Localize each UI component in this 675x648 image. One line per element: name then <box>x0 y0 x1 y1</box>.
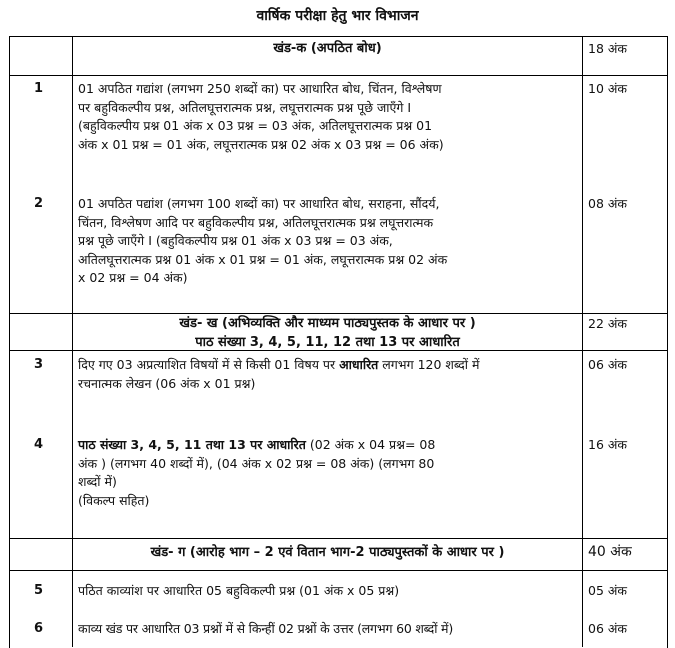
text-segment: दिए गए 03 अप्रत्याशित विषयों में से किसी 01 विषय पर <box>78 357 340 372</box>
text-line: चिंतन, विश्लेषण आदि पर बहुविकल्पीय प्रश्न, अतिलघूत्तरात्मक प्रश्न लघूत्तरात्मक <box>78 214 434 230</box>
row-4-description <box>78 436 580 510</box>
section-c-heading: खंड- ग (आरोह भाग – 2 एवं वितान भाग-2 पाठ्यपुस्तकों के आधार पर ) <box>150 545 505 560</box>
text-line: प्रश्न पूछे जाएँगे I (बहुविकल्पीय प्रश्न 01 अंक x 03 प्रश्न = 03 अंक, <box>78 233 393 248</box>
table-row-border <box>9 75 667 76</box>
text-line <box>78 356 580 375</box>
section-b-marks: 22 अंक <box>588 316 628 331</box>
table-divider <box>582 36 583 647</box>
row-number: 1 <box>34 81 44 96</box>
row-6-description: काव्य खंड पर आधारित 03 प्रश्नों में से किन्हीं 02 प्रश्नों के उत्तर (लगभग 60 शब्दों में) <box>78 621 454 636</box>
section-a-heading: खंड-क (अपठित बोध) <box>273 41 382 56</box>
text-segment: (02 अंक x 04 प्रश्न= 08 <box>305 437 436 452</box>
row-3-marks: 06 अंक <box>588 357 628 372</box>
text-line: पर बहुविकल्पीय प्रश्न, अतिलघूत्तरात्मक प्रश्न, लघूत्तरात्मक प्रश्न पूछे जाएँगे I <box>78 99 412 115</box>
row-number: 4 <box>34 437 44 452</box>
row-1-description <box>78 80 578 154</box>
text-line: 01 अपठित गद्यांश (लगभग 250 शब्दों का) पर आधारित बोध, चिंतन, विश्लेषण <box>78 81 442 96</box>
table-row-border <box>9 570 667 571</box>
row-number: 2 <box>34 196 44 211</box>
text-line: (बहुविकल्पीय प्रश्न 01 अंक x 03 प्रश्न = 03 अंक, अतिलघूत्तरात्मक प्रश्न 01 <box>78 118 433 133</box>
text-bold-segment: आधारित <box>339 357 379 372</box>
text-bold-segment: पाठ संख्या 3, 4, 5, 11 तथा 13 पर आधारित <box>78 437 306 452</box>
row-5-description: पठित काव्यांश पर आधारित 05 बहुविकल्पी प्रश्न (01 अंक x 05 प्रश्न) <box>78 583 400 598</box>
section-a-marks: 18 अंक <box>588 41 628 56</box>
text-line: रचनात्मक लेखन (06 अंक x 01 प्रश्न) <box>78 375 256 391</box>
row-3-description <box>78 356 580 393</box>
section-b-heading-line: खंड- ख (अभिव्यक्ति और माध्यम पाठ्यपुस्तक के आधार पर ) <box>179 316 476 331</box>
text-line: शब्दों में) <box>78 474 117 489</box>
text-line: 01 अपठित पद्यांश (लगभग 100 शब्दों का) पर आधारित बोध, सराहना, सौंदर्य, <box>78 196 440 211</box>
row-6-marks: 06 अंक <box>588 621 628 636</box>
text-line: अंक x 01 प्रश्न = 01 अंक, लघूत्तरात्मक प्रश्न 02 अंक x 03 प्रश्न = 06 अंक) <box>78 136 444 152</box>
table-row-border <box>9 538 667 539</box>
row-number: 5 <box>34 583 44 598</box>
row-number: 6 <box>34 621 44 636</box>
row-number: 3 <box>34 357 44 372</box>
text-segment: लगभग 120 शब्दों में <box>378 357 480 372</box>
section-b-heading-line: पाठ संख्या 3, 4, 5, 11, 12 तथा 13 पर आधारित <box>195 334 460 350</box>
text-line: अंक ) (लगभग 40 शब्दों में), (04 अंक x 02 प्रश्न = 08 अंक) (लगभग 80 <box>78 455 435 471</box>
row-5-marks: 05 अंक <box>588 583 628 598</box>
row-2-description <box>78 195 578 288</box>
row-4-marks: 16 अंक <box>588 437 628 452</box>
row-2-marks: 08 अंक <box>588 196 628 211</box>
section-b-heading <box>73 315 582 352</box>
text-line: x 02 प्रश्न = 04 अंक) <box>78 270 188 285</box>
text-line: (विकल्प सहित) <box>78 492 150 508</box>
row-1-marks: 10 अंक <box>588 81 628 96</box>
table-row-border <box>9 313 667 314</box>
page-title: वार्षिक परीक्षा हेतु भार विभाजन <box>256 8 419 24</box>
text-line: अतिलघूत्तरात्मक प्रश्न 01 अंक x 01 प्रश्न = 01 अंक, लघूत्तरात्मक प्रश्न 02 अंक <box>78 251 448 267</box>
section-c-marks: 40 अंक <box>588 544 632 560</box>
text-line <box>78 436 580 455</box>
